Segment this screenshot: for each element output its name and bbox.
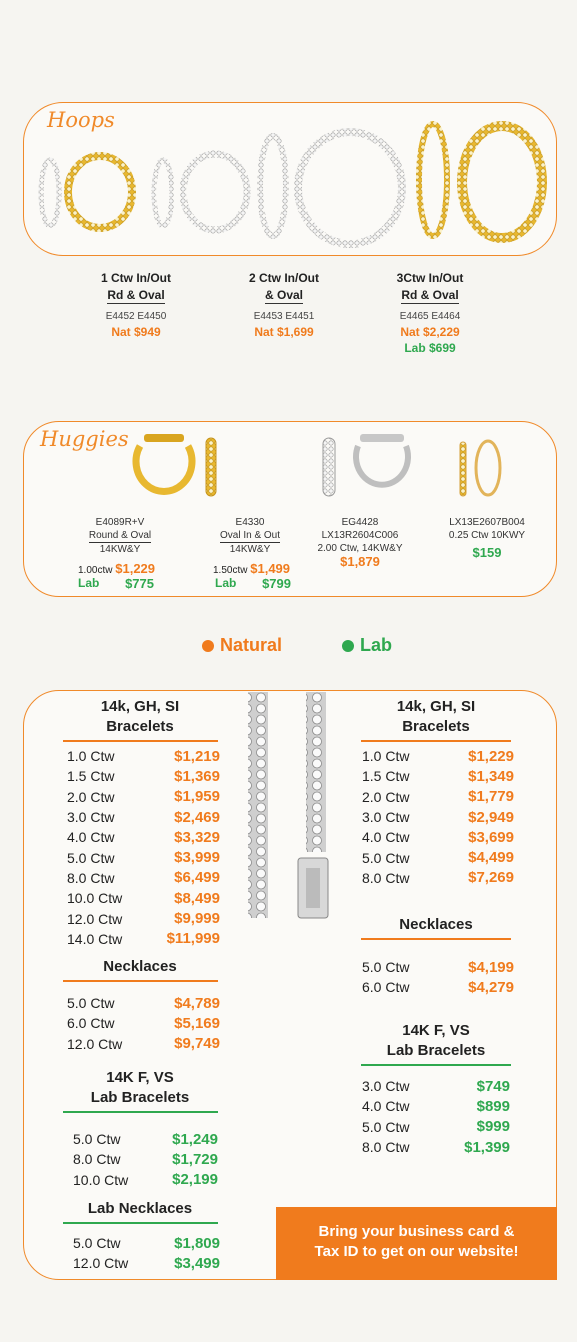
price-row [362,977,514,997]
legend-lab-label: Lab [360,635,393,655]
ctw-label: 5.0 Ctw [67,849,115,866]
left-lab-bracelets-rule [63,1111,218,1113]
right-bracelets-title2: Bracelets [402,718,470,735]
legend-natural-label: Natural [220,635,283,655]
hoop-2-codes: E4453 E4451 [253,311,315,322]
hoops-illustration [30,108,550,248]
huggie-2-code: E4330 [235,517,265,528]
left-lab-bracelets-list [73,1129,218,1190]
price-row [67,746,220,766]
huggie-1-code: E4089R+V [95,517,145,528]
hoop-1-nat-price: Nat $949 [111,325,161,339]
ctw-label: 3.0 Ctw [67,809,115,826]
price-row [67,993,220,1013]
huggie-2-lab-row [215,576,291,591]
hoop-2-line2: & Oval [264,288,303,302]
ctw-label: 1.5 Ctw [362,768,410,785]
price-value: $4,199 [468,958,514,976]
bracelet-illustration [240,692,340,924]
price-value: $3,999 [174,849,220,867]
price-value: $1,229 [468,747,514,765]
cta-line2: Tax ID to get on our website! [314,1243,519,1260]
huggie-caption-4 [432,516,542,559]
ctw-label: 5.0 Ctw [73,1131,121,1148]
hoop-1-white [41,160,59,226]
left-lab-necklaces-rule [63,1222,218,1224]
price-value: $1,369 [174,767,220,785]
price-row [67,888,220,908]
price-row [362,1076,510,1096]
hoop-3-white-a [260,136,286,236]
price-value: $4,789 [174,994,220,1012]
hoop-2-white-a [154,160,172,226]
price-row [362,1137,510,1157]
hoop-3-codes: E4465 E4464 [399,311,461,322]
price-row [73,1233,220,1253]
left-necklaces-rule [63,980,218,982]
huggie-1-gold-round [136,446,192,491]
hoop-4-yellow-a [419,124,447,236]
hoop-3-line2: Rd & Oval [401,288,459,302]
bracelet-clasp-tongue [306,868,320,908]
huggie-1-lab-label: Lab [78,576,100,590]
ctw-label: 8.0 Ctw [67,869,115,886]
right-bracelets-heading [358,697,514,742]
ctw-label: 6.0 Ctw [362,979,410,996]
huggie-2-price-row [213,561,290,576]
huggie-1-ctw: 1.00ctw [78,565,113,576]
ctw-label: 5.0 Ctw [73,1235,121,1252]
hoop-2-line1: 2 Ctw In/Out [249,271,319,285]
ctw-label: 5.0 Ctw [362,959,410,976]
right-bracelets-list [362,746,514,888]
huggie-1-lab-row [78,576,154,591]
price-row [362,868,514,888]
hoop-3-line1: 3Ctw In/Out [396,271,464,285]
right-lab-bracelets-title1: 14K F, VS [402,1022,470,1039]
price-value: $1,249 [172,1130,218,1148]
huggie-2-nat-price: $1,499 [250,561,291,576]
left-lab-bracelets-heading [60,1068,220,1113]
ctw-label: 4.0 Ctw [362,829,410,846]
price-value: $899 [476,1097,510,1115]
price-value: $9,749 [174,1035,220,1053]
left-bracelets-title1: 14k, GH, SI [100,698,180,715]
price-row [362,766,514,786]
huggie-2-desc: Oval In & Out [219,530,281,541]
left-necklaces-heading [60,957,220,982]
price-value: $2,199 [172,1171,218,1189]
ctw-label: 3.0 Ctw [362,809,410,826]
huggie-1-gold-side [206,438,216,496]
huggie-3-nat-price: $1,879 [340,554,380,569]
price-value: $749 [476,1077,510,1095]
left-bracelets-rule [63,740,218,742]
bracelet-strand-left [248,692,268,918]
price-value: $5,169 [174,1014,220,1032]
cta-banner [276,1207,557,1280]
hoop-2-white-b [183,154,247,230]
huggie-1-lab-price: $775 [125,576,154,591]
ctw-label: 3.0 Ctw [362,1078,410,1095]
price-value: $1,959 [174,788,220,806]
hoops-title: Hoops [47,108,115,132]
price-row [67,1034,220,1054]
ctw-label: 4.0 Ctw [362,1098,410,1115]
huggie-3-gold-hoop [476,441,500,495]
left-bracelets-list [67,746,220,949]
left-necklaces-title: Necklaces [103,958,177,975]
price-row [362,746,514,766]
price-value: $1,399 [464,1138,510,1156]
price-row [73,1149,218,1169]
ctw-label: 12.0 Ctw [67,910,123,927]
price-row [67,827,220,847]
price-value: $1,219 [174,747,220,765]
huggie-3-gold-side [460,442,466,496]
price-row [362,1117,510,1137]
price-row [67,868,220,888]
price-value: $2,949 [468,808,514,826]
ctw-label: 1.0 Ctw [67,748,115,765]
ctw-label: 5.0 Ctw [362,849,410,866]
huggie-3-code: EG4428 [341,517,379,528]
huggie-1-desc: Round & Oval [88,530,152,541]
hoop-1-line1: 1 Ctw In/Out [101,271,171,285]
right-necklaces-rule [361,938,511,940]
price-row [67,847,220,867]
price-row [73,1170,218,1190]
huggie-2-lab-price: $799 [262,576,291,591]
right-lab-bracelets-heading [358,1021,514,1066]
hoop-3-lab-price: Lab $699 [404,341,456,355]
left-lab-bracelets-title1: 14K F, VS [106,1069,174,1086]
price-row [362,847,514,867]
price-row [67,807,220,827]
left-lab-necklaces-title: Lab Necklaces [87,1200,193,1217]
right-necklaces-title: Necklaces [399,916,473,933]
right-bracelets-title1: 14k, GH, SI [396,698,476,715]
huggie-caption-3 [305,516,415,568]
left-necklaces-list [67,993,220,1054]
huggie-caption-1 [70,516,170,556]
right-lab-bracelets-title2: Lab Bracelets [386,1042,486,1059]
ctw-label: 1.5 Ctw [67,768,115,785]
huggie-1-gold-clasp [144,434,184,442]
price-row [362,957,514,977]
ctw-label: 6.0 Ctw [67,1015,115,1032]
price-row [67,908,220,928]
huggie-2-lab-label: Lab [215,576,237,590]
ctw-label: 4.0 Ctw [67,829,115,846]
price-value: $1,349 [468,767,514,785]
left-lab-necklaces-list [73,1233,220,1274]
huggie-4-code: LX13E2607B004 [449,517,525,528]
lab-dot-icon [342,640,354,652]
ctw-label: 8.0 Ctw [362,869,410,886]
price-row [362,787,514,807]
left-lab-necklaces-heading [60,1199,220,1224]
huggies-illustration [130,428,530,508]
price-row [362,807,514,827]
huggie-1-metal: 14KW&Y [99,544,141,555]
right-bracelets-rule [361,740,511,742]
ctw-label: 5.0 Ctw [362,1118,410,1135]
price-value: $1,779 [468,788,514,806]
hoop-1-codes: E4452 E4450 [105,311,167,322]
right-necklaces-heading [358,915,514,940]
ctw-label: 2.0 Ctw [362,788,410,805]
price-value: $4,499 [468,849,514,867]
hoop-4-yellow-b [462,126,542,238]
price-row [362,1096,510,1116]
huggie-2-white-round [356,446,408,485]
left-bracelets-heading [60,697,220,742]
huggie-2-white-clasp [360,434,404,442]
price-value: $999 [476,1118,510,1136]
price-row [73,1129,218,1149]
ctw-label: 12.0 Ctw [73,1255,129,1272]
ctw-label: 14.0 Ctw [67,930,123,947]
price-value: $2,469 [174,808,220,826]
price-value: $9,999 [174,910,220,928]
ctw-label: 8.0 Ctw [362,1139,410,1156]
hoop-1-yellow [68,156,132,228]
price-value: $3,329 [174,828,220,846]
ctw-label: 8.0 Ctw [73,1151,121,1168]
ctw-label: 10.0 Ctw [73,1171,129,1188]
huggie-2-ctw: 1.50ctw [213,565,248,576]
price-value: $4,279 [468,978,514,996]
huggie-3-code2: LX13R2604C006 [321,530,399,541]
hoop-caption-2 [219,270,349,340]
hoop-caption-3 [365,270,495,356]
price-row [67,766,220,786]
huggie-1-price-row [78,561,155,576]
huggie-3-metal: 2.00 Ctw, 14KW&Y [317,543,403,554]
right-necklaces-list [362,957,514,998]
huggie-4-lab-price: $159 [472,545,502,560]
huggie-4-metal: 0.25 Ctw 10KWY [448,530,526,541]
hoop-3-nat-price: Nat $2,229 [400,325,460,339]
bracelet-strand-right [306,692,326,852]
price-value: $7,269 [468,869,514,887]
price-row [73,1253,220,1273]
hoop-1-line2: Rd & Oval [107,288,165,302]
right-lab-bracelets-list [362,1076,510,1157]
price-value: $3,699 [468,828,514,846]
right-lab-bracelets-rule [361,1064,511,1066]
price-value: $11,999 [166,930,220,948]
ctw-label: 1.0 Ctw [362,748,410,765]
price-value: $1,729 [172,1150,218,1168]
price-value: $1,809 [174,1234,220,1252]
ctw-label: 12.0 Ctw [67,1035,123,1052]
ctw-label: 10.0 Ctw [67,890,123,907]
price-row [362,827,514,847]
hoop-2-nat-price: Nat $1,699 [254,325,314,339]
hoop-3-white-b [298,132,402,244]
price-value: $8,499 [174,889,220,907]
price-value: $3,499 [174,1254,220,1272]
huggies-title: Huggies [40,427,129,451]
ctw-label: 2.0 Ctw [67,788,115,805]
natural-dot-icon [202,640,214,652]
price-row [67,787,220,807]
price-row [67,1013,220,1033]
left-bracelets-title2: Bracelets [106,718,174,735]
hoop-caption-1 [71,270,201,340]
huggie-2-metal: 14KW&Y [229,544,271,555]
ctw-label: 5.0 Ctw [67,995,115,1012]
left-lab-bracelets-title2: Lab Bracelets [90,1089,190,1106]
price-value: $6,499 [174,869,220,887]
legend-natural [202,635,282,656]
huggie-2-white-side [323,438,335,496]
huggie-1-nat-price: $1,229 [115,561,156,576]
legend-lab [342,635,392,656]
cta-line1: Bring your business card & [318,1223,515,1240]
huggie-caption-2 [200,516,300,556]
price-row [67,929,220,949]
